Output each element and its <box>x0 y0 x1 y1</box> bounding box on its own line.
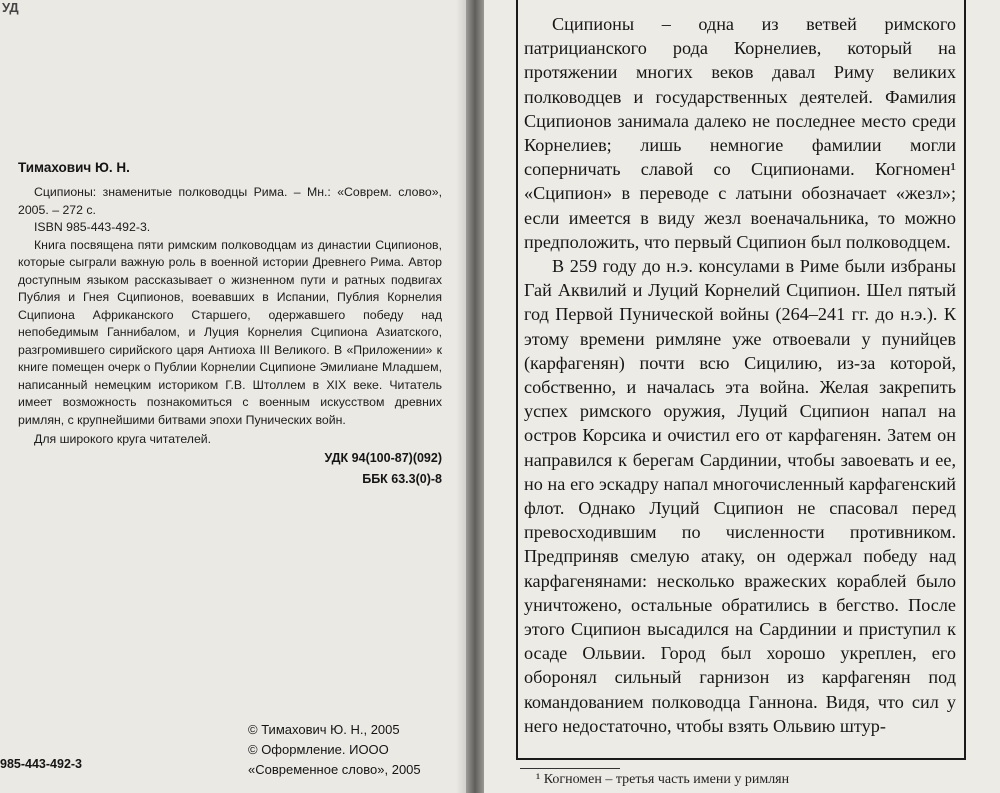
footnote: ¹ Когномен – третья часть имени у римлян <box>536 772 790 787</box>
copyright-design: © Оформление. ИООО <box>248 742 389 757</box>
paragraph-1: Сципионы – одна из ветвей римского патрицианского рода Корнелиев, который на протяжении многих веков давал Риму великих полководцев и государственных деятелей. Фамилия Сципионов занимала далеко не последнее место среди Корнелиев; лишь немногие фамилии могли соперничать славой со Сципионами. Когномен¹ «Сципион» в переводе с латыни обозначает «жезл»; если имеется в виду жезл военачальника, то можно предположить, что первый Сципион был полководцем. <box>524 14 956 252</box>
main-text <box>524 12 956 738</box>
bbk-code: ББК 63.3(0)-8 <box>362 472 442 486</box>
footnote-rule <box>520 768 620 769</box>
copyright-author: © Тимахович Ю. Н., 2005 <box>248 722 400 737</box>
catalog-annotation: Книга посвящена пяти римским полководцам из династии Сципионов, которые сыграли важную роль в военной истории Древнего Рима. Автор доступным языком рассказывает о жизненном пути и ратных подвигах Публия и Гнея Сципионов, воевавших в Испании, Публия Корнелия Сципиона Африканского Старшего, одержавшего победу над непобедимым Ганнибалом, и Луция Корнелия Сципиона Азиатского, разгромившего сирийского царя Антиоха III Великого. В «Приложении» к книге помещен очерк о Публии Корнелии Сципионе Эмилиане Младшем, написанный немецким историком Г.В. Штоллем в XIX веке. Читатель имеет возможность познакомиться с военным искусством древних римлян, с крупнейшими битвами эпохи Пунических войн. <box>18 237 442 427</box>
catalog-author-heading: Тимахович Ю. Н. <box>18 160 130 175</box>
corner-mark: УД <box>2 0 19 15</box>
catalog-audience: Для широкого круга читателей. <box>34 432 212 446</box>
catalog-isbn-line: ISBN 985-443-492-3. <box>34 220 151 234</box>
catalog-title-line: Сципионы: знаменитые полководцы Рима. – Мн.: «Соврем. слово», 2005. – 272 с. <box>18 185 442 217</box>
right-page <box>484 0 1000 793</box>
isbn-bottom: 985-443-492-3 <box>0 757 83 771</box>
left-page <box>0 0 470 793</box>
book-spine <box>466 0 486 793</box>
paragraph-2: В 259 году до н.э. консулами в Риме были избраны Гай Аквилий и Луций Корнелий Сципион. Шел пятый год Первой Пунической войны (264–241 гг. до н.э.). К этому времени римляне уже отвоевали у пунийцев (карфагенян) почти всю Сицилию, из-за которой, собственно, и началась эта война. Желая закрепить успех римского оружия, Луций Сципион напал на остров Корсика и очистил его от карфагенян. Затем он направился к берегам Сардинии, чтобы завоевать и ее, но на его эскадру напал многочисленный карфагенский флот. Однако Луций Сципион не спасовал перед превосходившим по численности противником. Предприняв смелую атаку, он одержал победу над карфагенянами: несколько вражеских кораблей было уничтожено, остальные обратились в бегство. После этого Сципион высадился на Сардинии и приступил к осаде Ольвии. Город был хорошо укреплен, его оборонял сильный гарнизон из карфагенян под командованием полководца Ганнона. Видя, что сил у него недостаточно, чтобы взять Ольвию штур- <box>524 256 956 736</box>
copyright-block <box>248 720 463 780</box>
classification-codes <box>300 448 442 490</box>
udk-code: УДК 94(100-87)(092) <box>324 451 442 465</box>
catalog-card <box>18 184 442 449</box>
copyright-publisher: «Современное слово», 2005 <box>248 762 421 777</box>
